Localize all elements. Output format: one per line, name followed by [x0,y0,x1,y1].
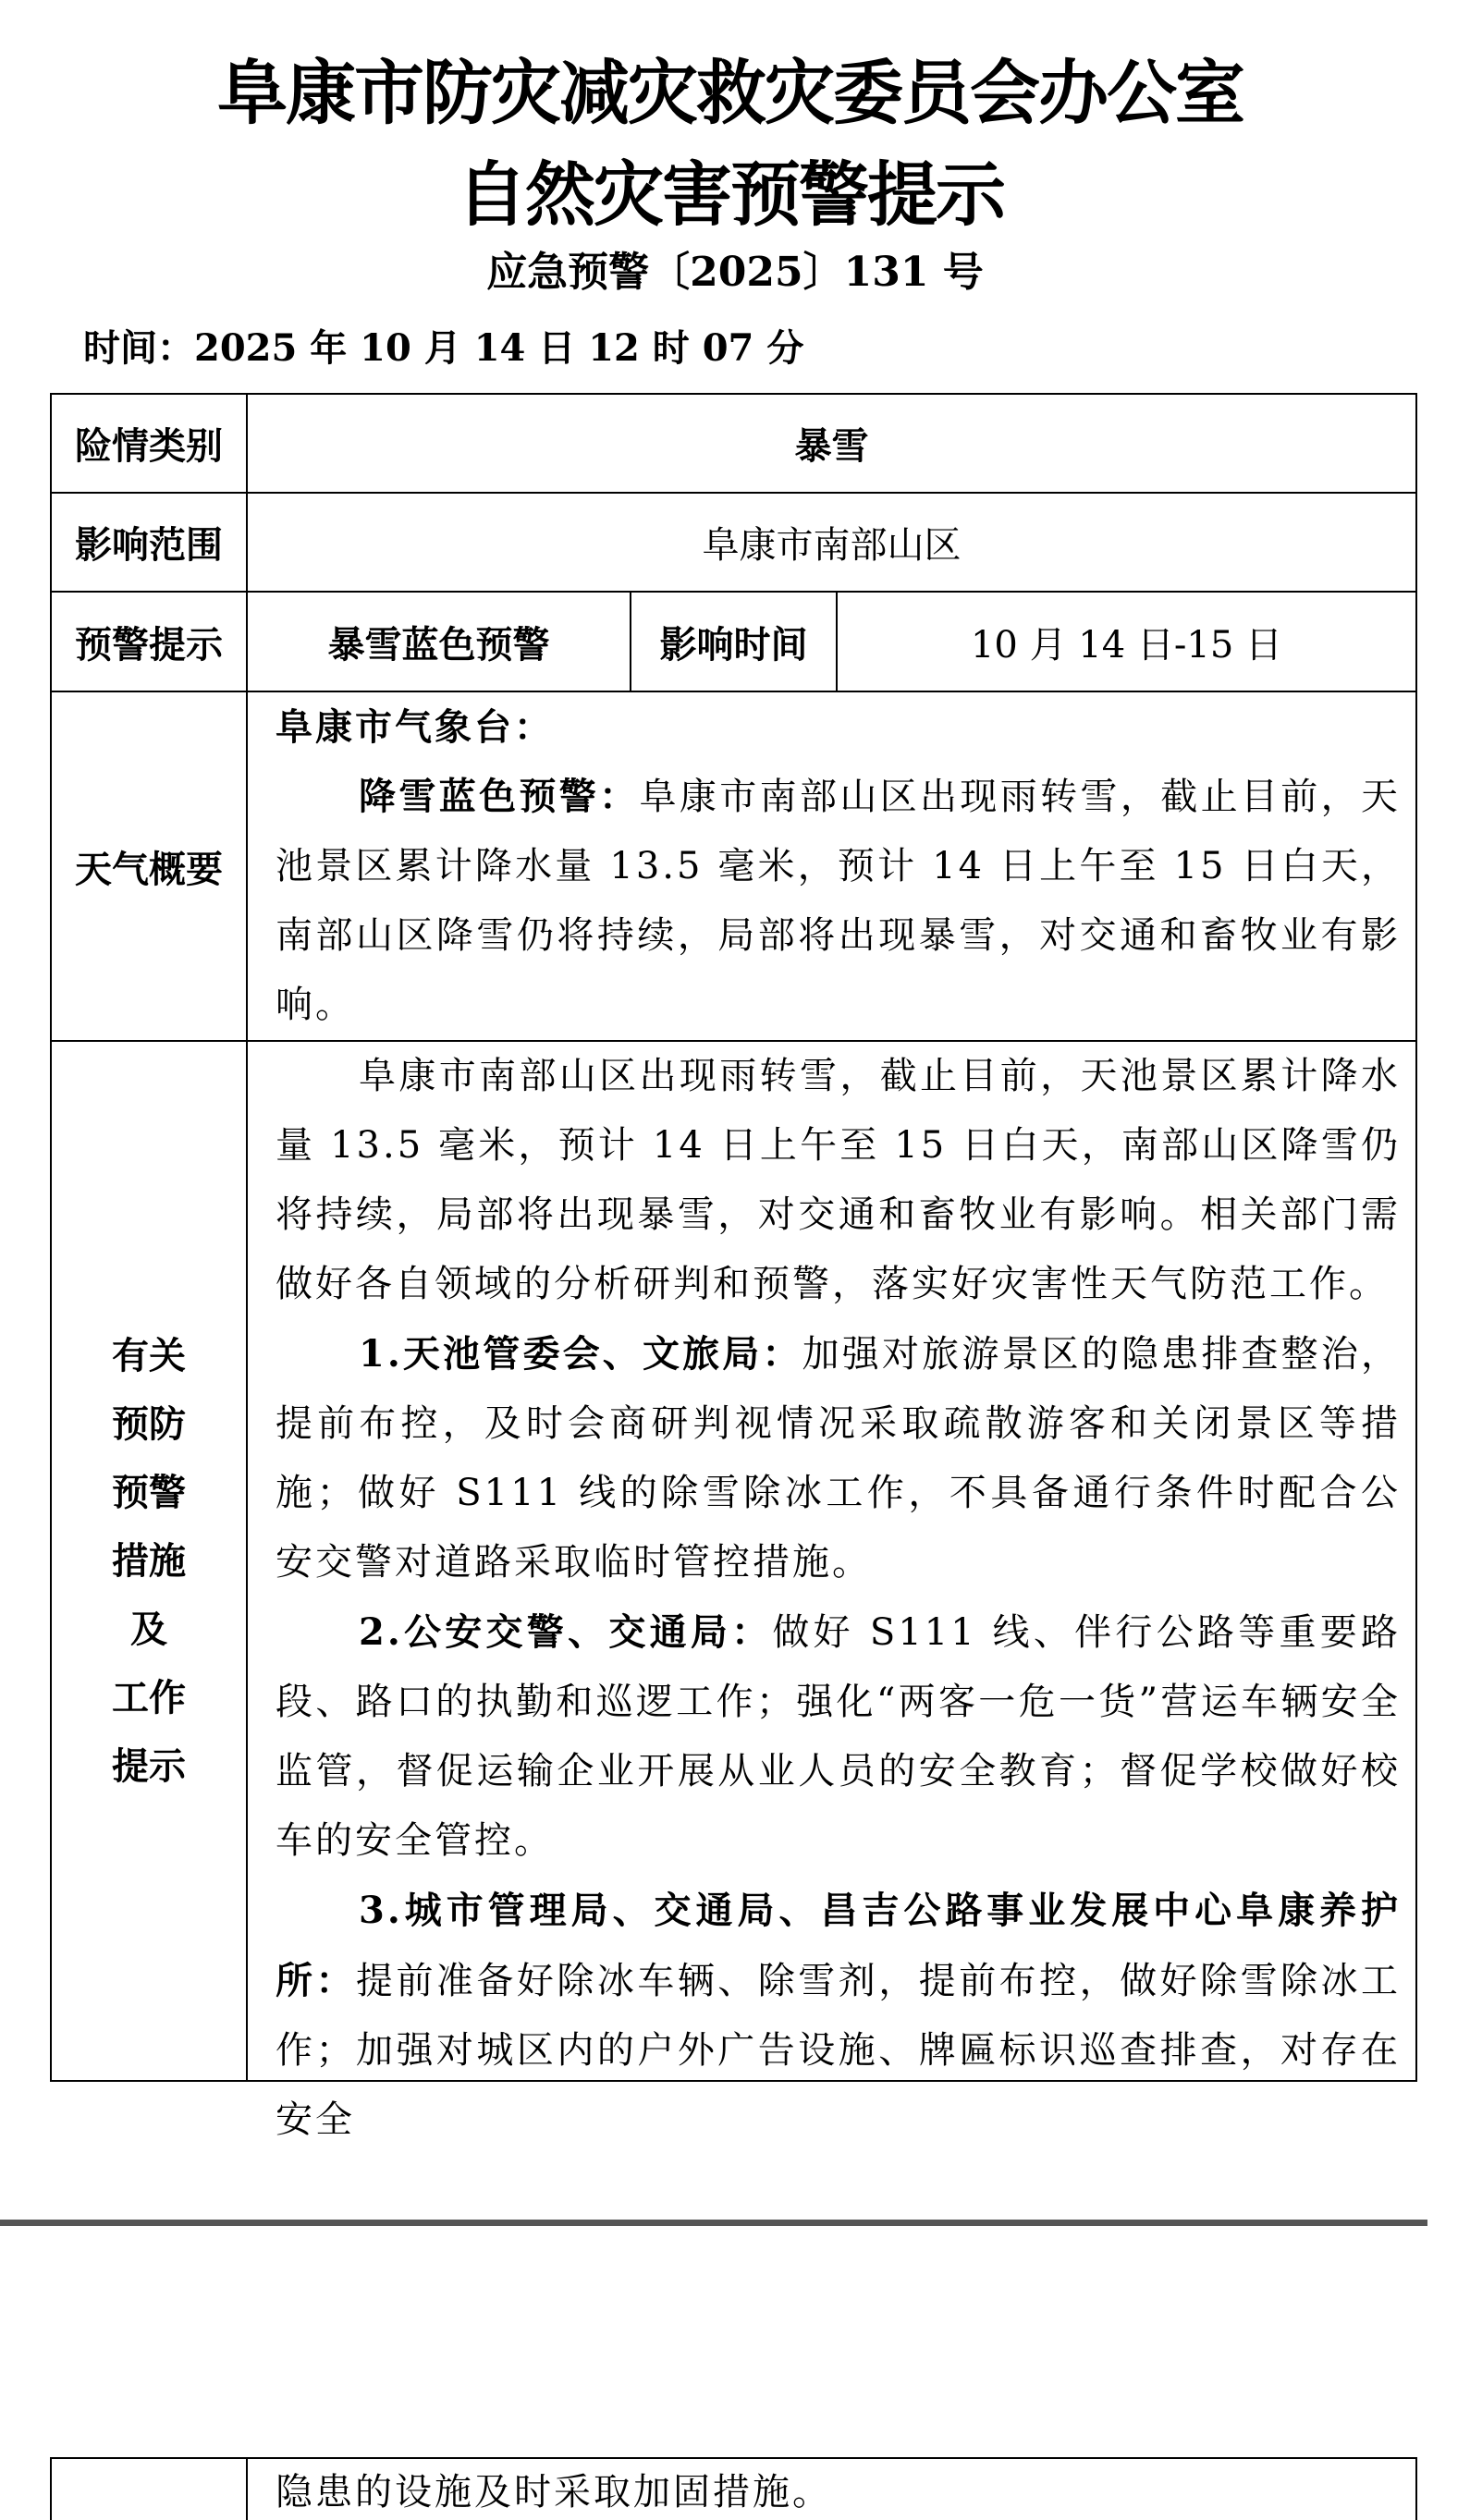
scope-value: 阜康市南部山区 [247,493,1416,592]
weather-summary [247,691,1416,1041]
document-title: 自然灾害预警提示 [457,153,1004,236]
page-separator [0,2220,1427,2226]
measure-item-text: 加强对旅游景区的隐患排查整治，提前布控，及时会商研判视情况采取疏散游客和关闭景区等措施；做好 S111 线的除雪除冰工作，不具备通行条件时配合公安交警对道路采取临时管控措施。 [276,1333,1402,1584]
category-value: 暴雪 [247,394,1416,493]
warning-value: 暴雪蓝色预警 [247,592,631,691]
row-continued [51,2458,1416,2520]
document-number: 应急预警〔2025〕131 号 [486,249,984,296]
office-title: 阜康市防灾减灾救灾委员会办公室 [217,52,1243,134]
weather-paragraph [276,762,1401,1040]
row-measures [51,1041,1416,2081]
row-scope [51,493,1416,592]
measure-item [276,1319,1401,1597]
measures-label-line: 预防 [112,1401,186,1446]
continued-table [50,2457,1417,2520]
measures-label-line: 工作 [112,1675,186,1719]
warning-label: 预警提示 [51,592,247,691]
measures-label-line: 措施 [112,1538,186,1583]
weather-label: 天气概要 [51,691,247,1041]
continued-content [247,2458,1416,2520]
row-weather [51,691,1416,1041]
measures-label-line: 有关 [112,1333,186,1377]
measure-item [276,1597,1401,1876]
weather-source: 阜康市气象台： [276,705,554,749]
measure-item-lead: 2.公安交警、交通局： [359,1610,773,1654]
category-label: 险情类别 [51,394,247,493]
measures-label-line: 及 [130,1607,167,1651]
measures-label-line: 预警 [112,1470,186,1514]
impact-time-value: 10 月 14 日-15 日 [837,592,1416,691]
measures-label-line: 提示 [112,1743,186,1788]
impact-time-label: 影响时间 [631,592,837,691]
measure-item [276,1876,1401,2155]
warning-table [50,393,1417,2141]
continued-text: 隐患的设施及时采取加固措施。 [276,2471,832,2514]
measures-label [51,1041,247,2081]
scope-label: 影响范围 [51,493,247,592]
measure-item-text: 提前准备好除冰车辆、除雪剂，提前布控，做好除雪除冰工作；加强对城区内的户外广告设施、牌匾标识巡查排查，对存在安全 [276,1960,1402,2141]
weather-text: 阜康市南部山区出现雨转雪，截止目前，天池景区累计降水量 13.5 毫米，预计 14 日上午至 15 日白天，南部山区降雪仍将持续，局部将出现暴雪，对交通和畜牧业有影响。 [276,776,1402,1026]
issue-time: 时间：2025 年 10 月 14 日 12 时 07 分 [83,326,804,370]
row-warning [51,592,1416,691]
measures-intro: 阜康市南部山区出现雨转雪，截止目前，天池景区累计降水量 13.5 毫米，预计 14 日上午至 15 日白天，南部山区降雪仍将持续，局部将出现暴雪，对交通和畜牧业有影响。相关部门需做好各自领域的分析研判和预警，落实好灾害性天气防范工作。 [276,1055,1402,1305]
measure-item-lead: 3.城市管理局、交通局、昌吉公路事业发展中心阜康养护所： [276,1889,1402,2002]
measure-item-text: 做好 S111 线、伴行公路等重要路段、路口的执勤和巡逻工作；强化“两客一危一货”营运车辆安全监管，督促运输企业开展从业人员的安全教育；督促学校做好校车的安全管控。 [276,1611,1402,1862]
measures-content [247,1041,1416,2141]
row-category [51,394,1416,493]
weather-lead: 降雪蓝色预警： [359,775,640,818]
measure-item-lead: 1.天池管委会、文旅局： [359,1332,802,1376]
continued-label-cell [51,2458,247,2520]
